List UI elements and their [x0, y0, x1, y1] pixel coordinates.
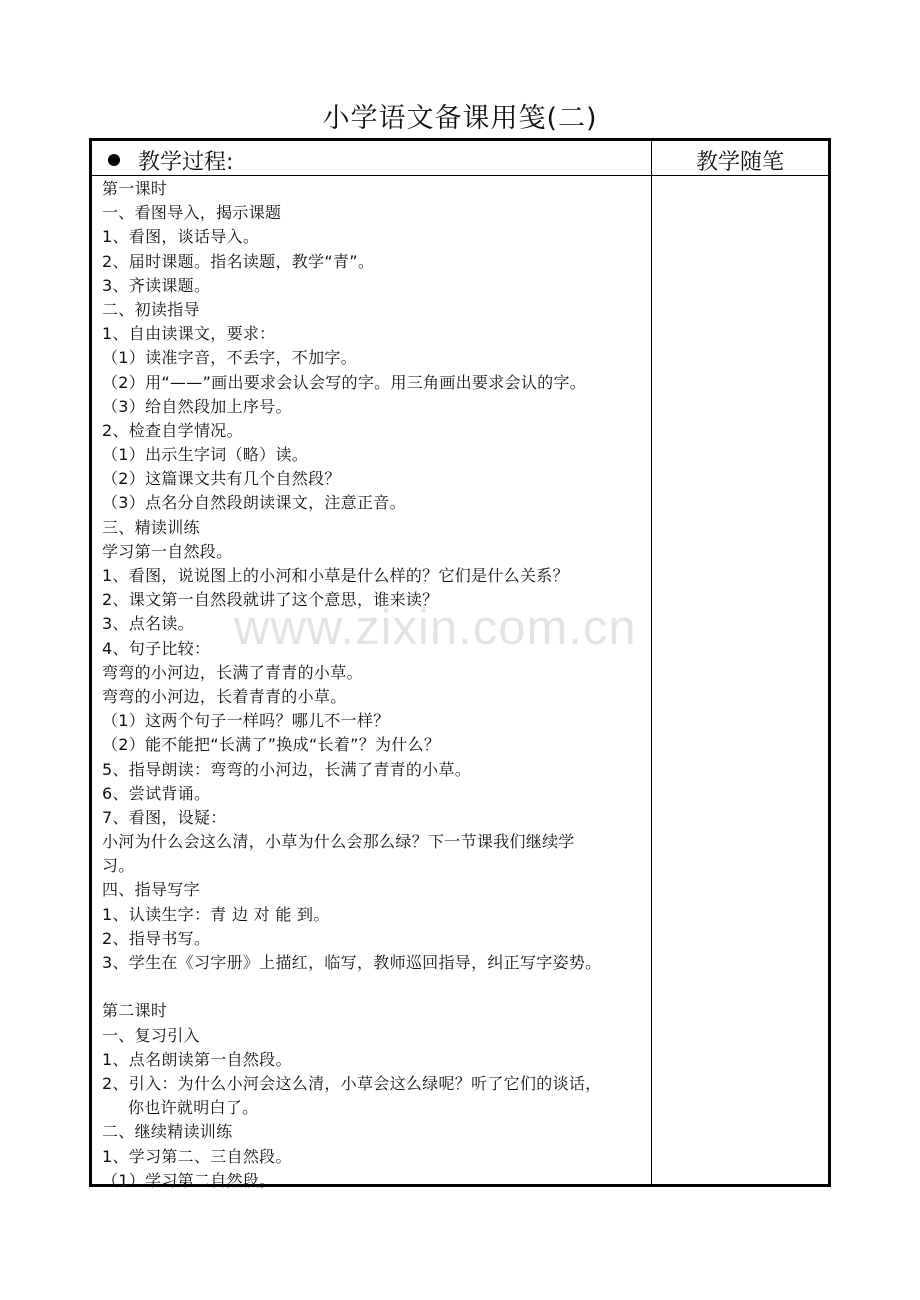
- content-line: （1）这两个句子一样吗？哪儿不一样？: [102, 711, 390, 731]
- content-line: （3）给自然段加上序号。: [102, 396, 292, 416]
- content-line: 1、学习第二、三自然段。: [102, 1146, 292, 1166]
- bullet-icon: [108, 154, 120, 166]
- content-line: 7、看图，设疑：: [102, 807, 227, 827]
- content-line: 学习第一自然段。: [102, 541, 233, 561]
- content-line: （1）出示生字词（略）读。: [102, 445, 309, 465]
- content-line: 1、看图，说说图上的小河和小草是什么样的？它们是什么关系？: [102, 566, 569, 585]
- teaching-notes-area: [652, 176, 828, 1184]
- content-line: 习。: [102, 856, 135, 876]
- content-line: 弯弯的小河边，长着青青的小草。: [102, 686, 347, 706]
- content-line: 3、齐读课题。: [102, 275, 211, 295]
- teaching-process-content: [102, 177, 647, 1193]
- content-line: 三、精读训练: [102, 517, 200, 537]
- teaching-process-label: 教学过程:: [138, 149, 234, 175]
- header-teaching-process: [105, 143, 233, 177]
- content-line: [102, 975, 647, 999]
- content-line: 3、点名读。: [102, 614, 194, 634]
- content-line: 3、学生在《习字册》上描红，临写，教师巡回指导，纠正写字姿势。: [102, 953, 602, 972]
- header-teaching-notes: [652, 143, 828, 177]
- content-line: 6、尝试背诵。: [102, 783, 211, 803]
- content-line: （2）用“——”画出要求会认会写的字。用三角画出要求会认的字。: [102, 372, 587, 392]
- teaching-notes-label: 教学随笔: [695, 149, 784, 175]
- content-line: 一、看图导入，揭示课题: [102, 203, 282, 223]
- content-line: 1、看图，谈话导入。: [102, 227, 260, 247]
- content-line: 四、指导写字: [102, 880, 200, 900]
- content-line: （2）这篇课文共有几个自然段？: [102, 469, 341, 489]
- content-line: 二、继续精读训练: [102, 1122, 233, 1142]
- content-line: 2、届时课题。指名读题，教学“青”。: [102, 251, 375, 271]
- content-line: 1、自由读课文，要求：: [102, 324, 276, 344]
- content-line: 2、课文第一自然段就讲了这个意思，谁来读？: [102, 590, 439, 610]
- content-line: 第二课时: [102, 1001, 168, 1021]
- content-line: 你也许就明白了。: [128, 1098, 259, 1118]
- content-line: （1）学习第二自然段。: [102, 1170, 276, 1190]
- content-line: 2、指导书写。: [102, 928, 211, 948]
- lesson-plan-table: [89, 138, 831, 1190]
- content-line: 2、检查自学情况。: [102, 420, 243, 440]
- watermark: www.zixin.com.cn: [234, 601, 637, 655]
- content-line: 1、点名朗读第一自然段。: [102, 1049, 292, 1069]
- content-line: 4、句子比较：: [102, 638, 211, 658]
- content-line: （3）点名分自然段朗读课文，注意正音。: [102, 493, 406, 513]
- content-line: 小河为什么会这么清，小草为什么会那么绿？下一节课我们继续学: [102, 832, 575, 852]
- content-line: 一、复习引入: [102, 1025, 200, 1045]
- content-line: 第一课时: [102, 179, 168, 198]
- content-line: （2）能不能把“长满了”换成“长着”？为什么？: [102, 735, 441, 755]
- content-line: 弯弯的小河边，长满了青青的小草。: [102, 662, 363, 682]
- page-title: 小学语文备课用笺(二): [322, 103, 598, 134]
- content-line: 二、初读指导: [102, 299, 200, 319]
- content-line: 1、认读生字：青 边 对 能 到。: [102, 904, 330, 924]
- content-line: （1）读准字音，不丢字，不加字。: [102, 348, 357, 368]
- content-line: 2、引入：为什么小河会这么清，小草会这么绿呢？听了它们的谈话，: [102, 1073, 602, 1093]
- content-line: 5、指导朗读：弯弯的小河边，长满了青青的小草。: [102, 759, 472, 779]
